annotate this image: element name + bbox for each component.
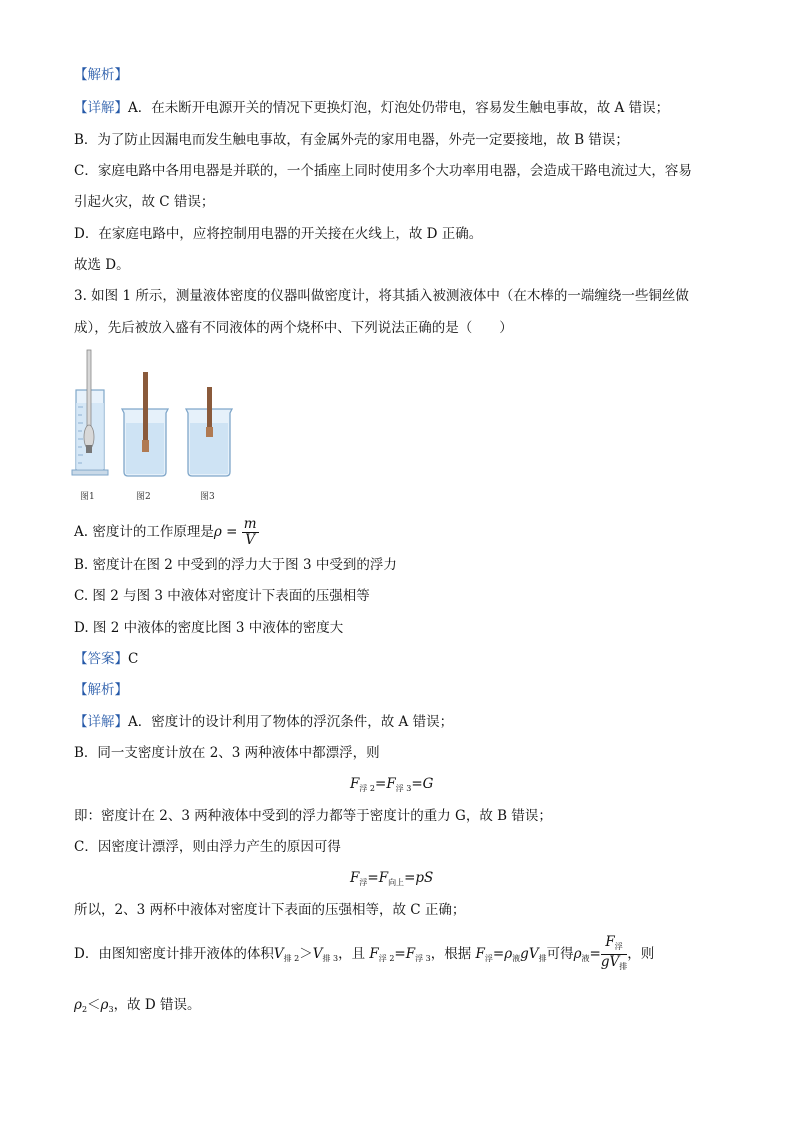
- option-b: B. 密度计在图 2 中受到的浮力大于图 3 中受到的浮力: [74, 557, 397, 573]
- rho-fraction: $\frac{F_浮}{gV_排}$: [600, 934, 628, 971]
- detail2-d-final: $\rho_2<\rho_3$，故 D 错误。: [74, 997, 201, 1014]
- figure3-beaker: [186, 387, 232, 476]
- detail-a: 【详解】A．在未断开电源开关的情况下更换灯泡，灯泡处仍带电，容易发生触电事故，故 A 错误；: [74, 100, 670, 116]
- detail-c-line1: C．家庭电路中各用电器是并联的，一个插座上同时使用多个大功率用电器，会造成干路电流过大，容易: [74, 163, 692, 179]
- question-line1: 3. 如图 1 所示，测量液体密度的仪器叫做密度计，将其插入被测液体中（在木棒的一端缠绕一些铜丝做: [74, 288, 689, 304]
- option-a: A. 密度计的工作原理是ρ = $\frac{m}{V}$: [74, 516, 257, 548]
- analysis-tag-2: 【解析】: [74, 682, 128, 698]
- option-d: D. 图 2 中液体的密度比图 3 中液体的密度大: [74, 620, 344, 636]
- detail2-b: B．同一支密度计放在 2、3 两种液体中都漂浮，则: [74, 745, 380, 761]
- figure2-label: 图2: [136, 492, 151, 502]
- detail-d: D．在家庭电路中，应将控制用电器的开关接在火线上，故 D 正确。: [74, 226, 483, 242]
- detail2-c: C．因密度计漂浮，则由浮力产生的原因可得: [74, 839, 341, 855]
- hydrometer-figure: [70, 345, 250, 490]
- detail-c-line2: 引起火灾，故 C 错误；: [74, 194, 215, 210]
- analysis-tag: 【解析】: [74, 67, 128, 83]
- figure1-label: 图1: [80, 492, 95, 502]
- option-c: C. 图 2 与图 3 中液体对密度计下表面的压强相等: [74, 588, 370, 604]
- figure3-label: 图3: [200, 492, 215, 502]
- question-line2: 成），先后被放入盛有不同液体的两个烧杯中、下列说法正确的是（ ）: [74, 320, 513, 336]
- option-a-fraction: $\frac{m}{V}$: [243, 516, 257, 548]
- detail2-c-conclusion: 所以，2、3 两杯中液体对密度计下表面的压强相等，故 C 正确；: [74, 902, 466, 918]
- detail-b: B．为了防止因漏电而发生触电事故，有金属外壳的家用电器，外壳一定要接地，故 B 错误；: [74, 132, 629, 148]
- equation-2: $F_浮=F_{向上}=pS$: [350, 870, 434, 887]
- detail2-b-conclusion: 即：密度计在 2、3 两种液体中受到的浮力都等于密度计的重力 G，故 B 错误；: [74, 808, 552, 824]
- figure2-beaker: [122, 372, 168, 476]
- figure1-hydrometer-jar: [72, 350, 108, 475]
- detail-tag: 【详解】: [74, 100, 128, 116]
- detail2-d: D．由图知密度计排开液体的体积$V_{排 2}>V_{排 3}$，且 $F_{浮 2}=F_{浮 3}$，根据 $F_浮=\rho_液gV_排$可得$\rho_液=$ $\frac{F_浮}{gV_排}$ ，则: [74, 935, 654, 978]
- detail2-a: 【详解】A．密度计的设计利用了物体的浮沉条件，故 A 错误；: [74, 714, 454, 730]
- answer: 【答案】C: [74, 651, 139, 667]
- conclusion: 故选 D。: [74, 257, 130, 273]
- equation-1: $F_{浮 2}=F_{浮 3}=G$: [350, 776, 434, 793]
